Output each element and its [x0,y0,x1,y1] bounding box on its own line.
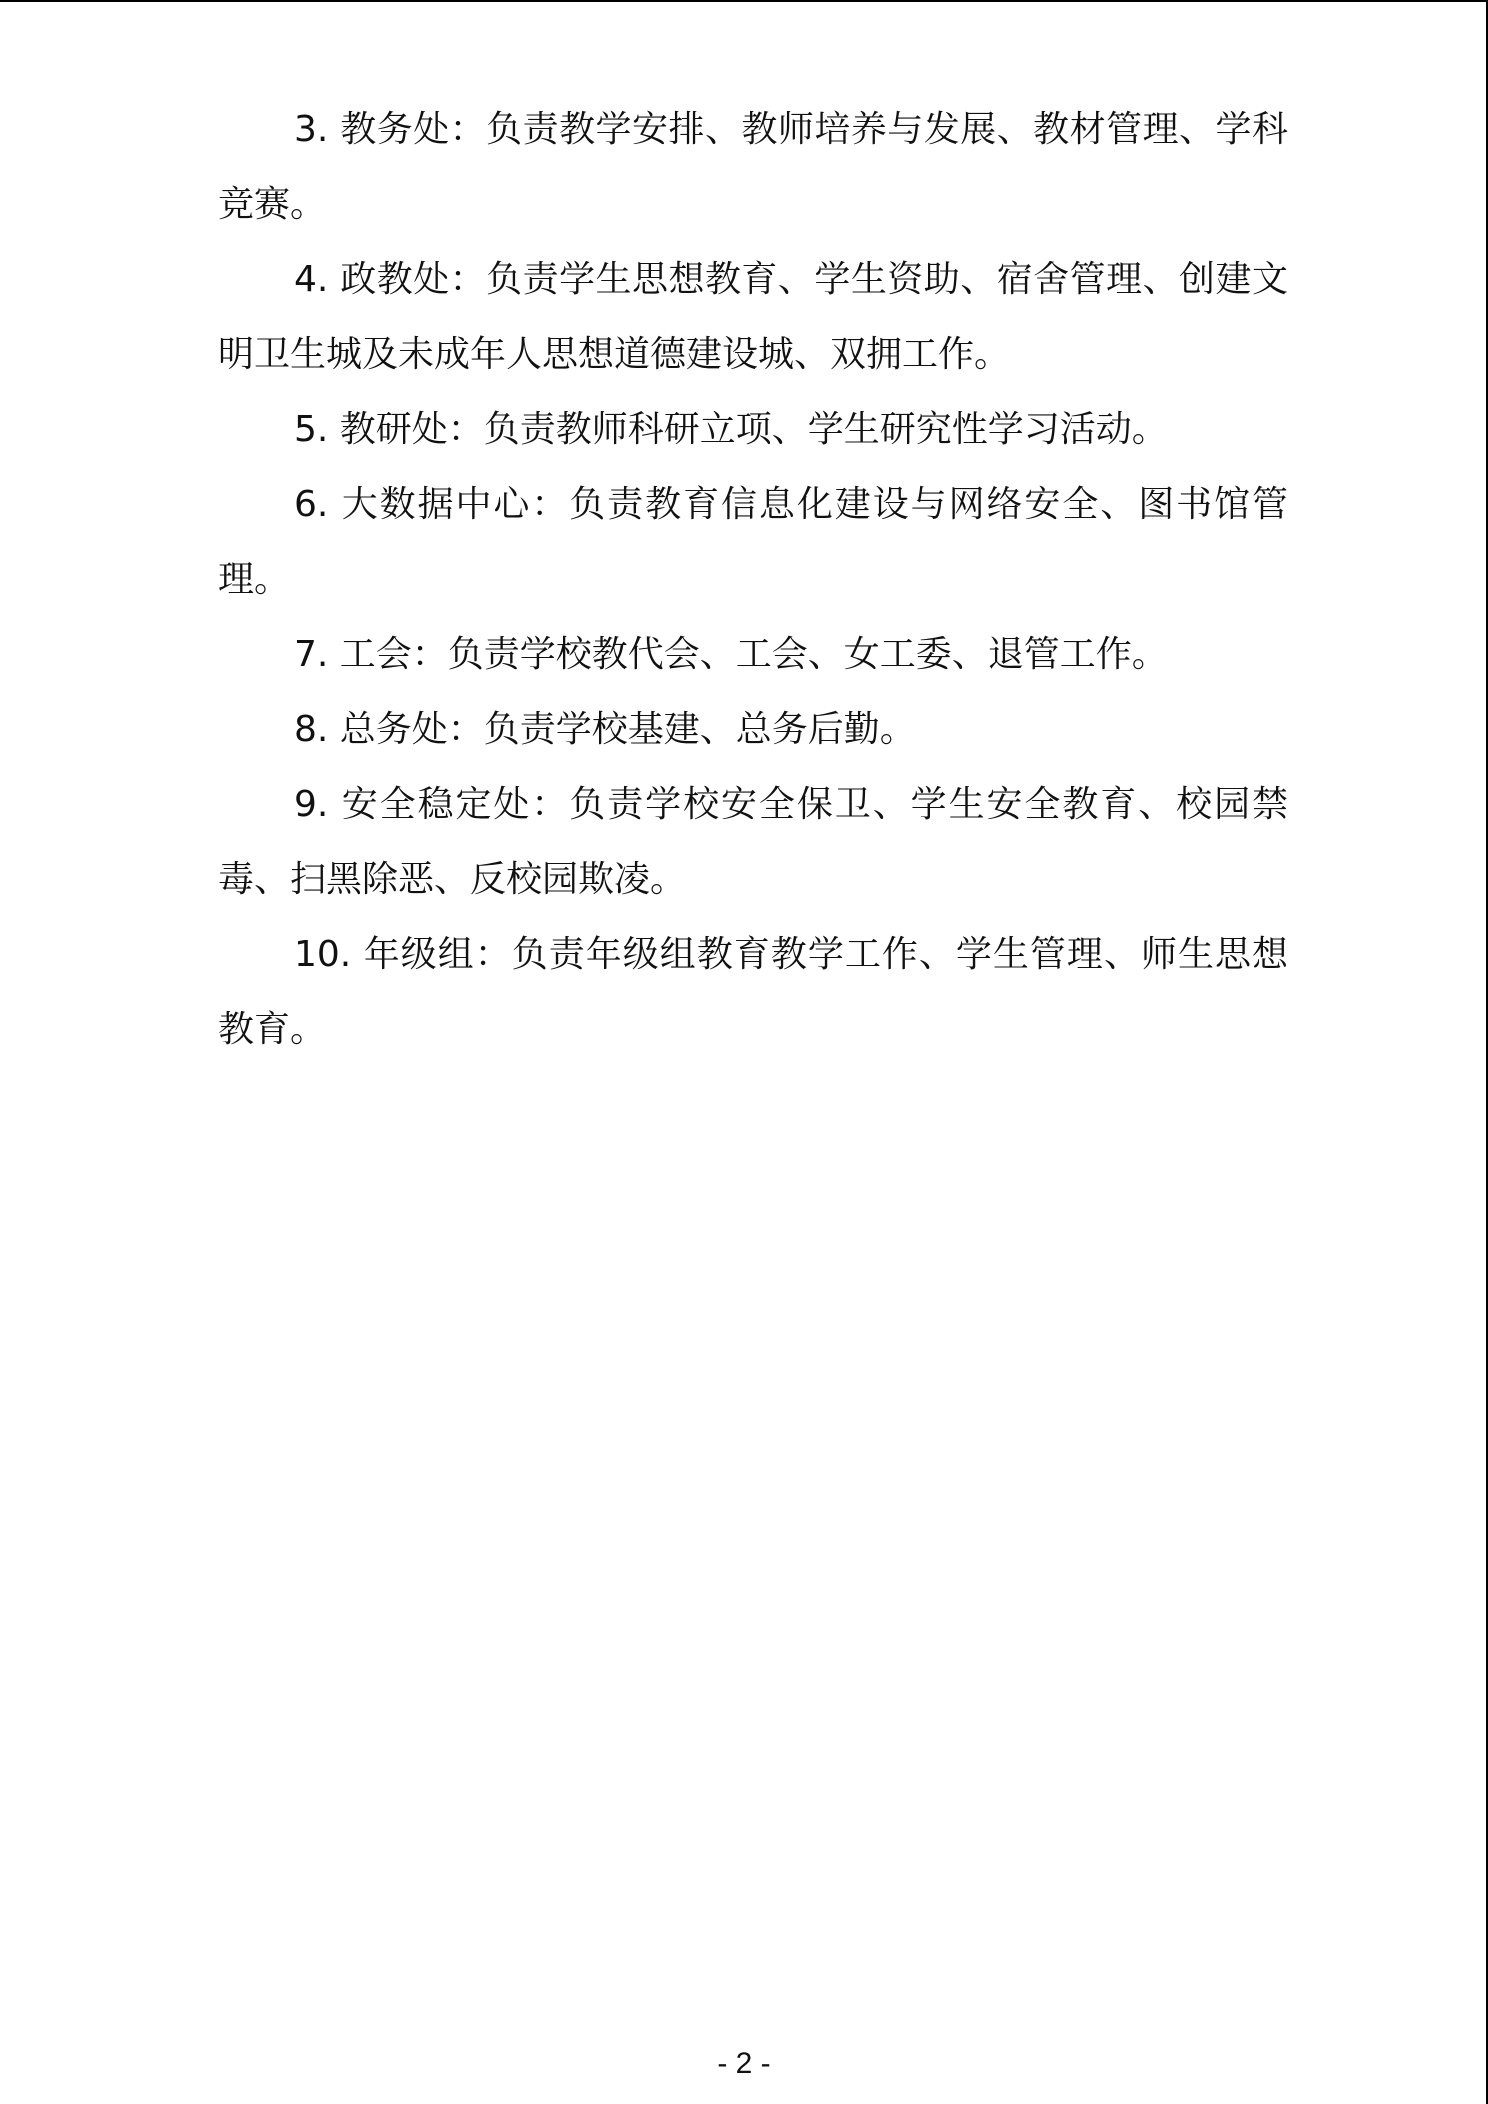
document-body [218,92,1288,1067]
list-item: 9. 安全稳定处：负责学校安全保卫、学生安全教育、校园禁毒、扫黑除恶、反校园欺凌。 [218,784,1288,900]
list-item: 10. 年级组：负责年级组教育教学工作、学生管理、师生思想教育。 [218,934,1288,1050]
list-item: 4. 政教处：负责学生思想教育、学生资助、宿舍管理、创建文明卫生城及未成年人思想道德建设城、双拥工作。 [218,259,1288,375]
list-item: 6. 大数据中心：负责教育信息化建设与网络安全、图书馆管理。 [218,484,1288,600]
list-item: 3. 教务处：负责教学安排、教师培养与发展、教材管理、学科竞赛。 [218,109,1288,225]
list-item: 7. 工会：负责学校教代会、工会、女工委、退管工作。 [294,634,1168,675]
list-item: 8. 总务处：负责学校基建、总务后勤。 [294,709,916,750]
page-number: - 2 - [717,2047,771,2080]
list-item: 5. 教研处：负责教师科研立项、学生研究性学习活动。 [294,409,1168,450]
